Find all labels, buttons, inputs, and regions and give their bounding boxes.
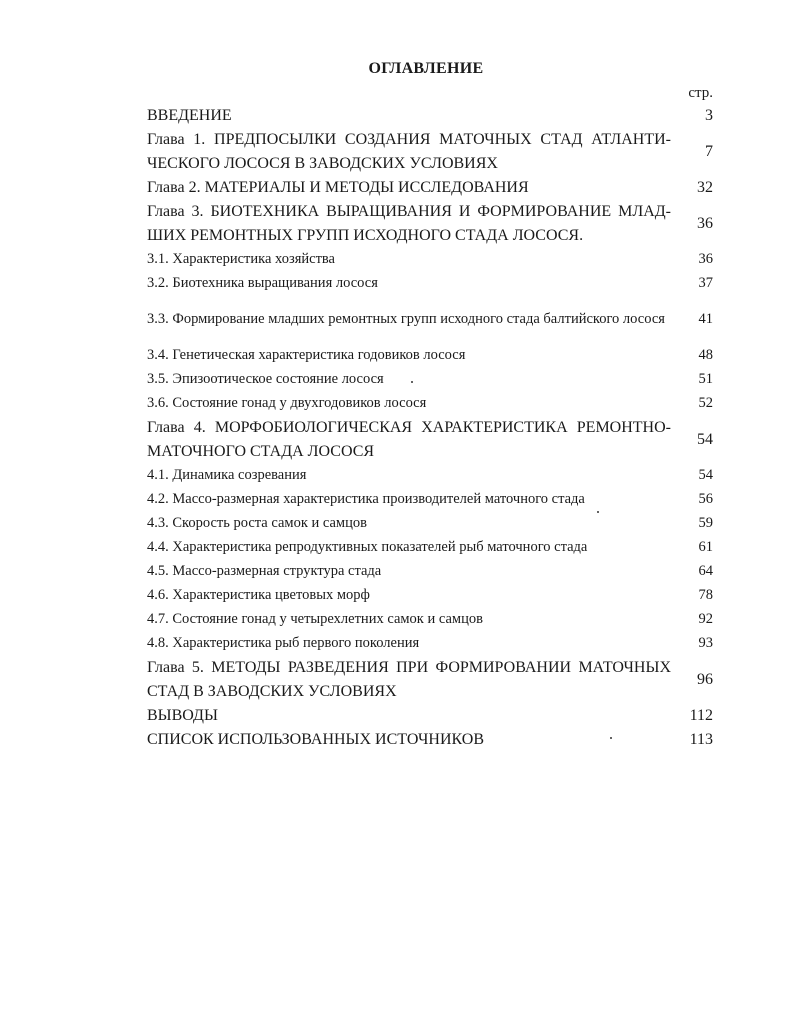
toc-entry <box>147 704 713 728</box>
toc-entry <box>147 584 713 608</box>
toc-entry <box>147 416 713 464</box>
toc-entry-page: 41 <box>698 311 713 328</box>
toc-entry-page: 7 <box>705 143 713 160</box>
toc-entry-text: 3.5. Эпизоотическое состояние лосося <box>147 371 384 388</box>
toc-entry <box>147 728 713 752</box>
toc-entry <box>147 248 713 272</box>
toc-entry-page: 64 <box>698 563 713 580</box>
toc-entry-text: 4.2. Массо-размерная характеристика производителей маточного стада <box>147 491 585 508</box>
toc-entry <box>147 608 713 632</box>
toc-entry-text: СПИСОК ИСПОЛЬЗОВАННЫХ ИСТОЧНИКОВ <box>147 731 485 748</box>
toc-entry-page: 78 <box>698 587 713 604</box>
toc-entry <box>147 656 713 704</box>
toc-entry <box>147 560 713 584</box>
toc-entry-text: Глава 1. ПРЕДПОСЫЛКИ СОЗДАНИЯ МАТОЧНЫХ СТАД АТЛАНТИ-ЧЕСКОГО ЛОСОСЯ В ЗАВОДСКИХ УСЛОВИЯХ <box>147 131 671 172</box>
toc-entry-page: 48 <box>698 347 713 364</box>
toc-entry-page: 37 <box>698 275 713 292</box>
toc-entry-text: 4.6. Характеристика цветовых морф <box>147 587 370 604</box>
toc-entry <box>147 272 713 296</box>
toc-entry <box>147 176 713 200</box>
toc-entry-page: 61 <box>698 539 713 556</box>
toc-entry-page: 36 <box>697 215 713 232</box>
toc-entry-text: Глава 5. МЕТОДЫ РАЗВЕДЕНИЯ ПРИ ФОРМИРОВАНИИ МАТОЧНЫХ СТАД В ЗАВОДСКИХ УСЛОВИЯХ <box>147 659 671 700</box>
toc-entry <box>147 512 713 536</box>
toc-entry-page: 112 <box>689 707 713 724</box>
toc-entry-text: 3.1. Характеристика хозяйства <box>147 251 335 268</box>
toc-entry-page: 56 <box>698 491 713 508</box>
toc-entry-text: 4.8. Характеристика рыб первого поколения <box>147 635 420 652</box>
toc-entry <box>147 128 713 176</box>
toc-entry <box>147 344 713 368</box>
toc-entry-text: Глава 3. БИОТЕХНИКА ВЫРАЩИВАНИЯ И ФОРМИРОВАНИЕ МЛАД-ШИХ РЕМОНТНЫХ ГРУПП ИСХОДНОГО СТАДА ЛОСОСЯ. <box>147 203 671 244</box>
toc-entry-page: 32 <box>697 179 713 196</box>
toc-entry <box>147 464 713 488</box>
toc-entry-page: 96 <box>697 671 713 688</box>
toc-entry-text: 3.2. Биотехника выращивания лосося <box>147 275 378 292</box>
toc-entry-text: 3.3. Формирование младших ремонтных групп исходного стада балтийского лосося <box>147 311 665 328</box>
toc-entry-text: Глава 2. МАТЕРИАЛЫ И МЕТОДЫ ИССЛЕДОВАНИЯ <box>147 179 529 196</box>
toc-entry <box>147 368 713 392</box>
toc-entry-page: 54 <box>697 431 713 448</box>
toc-entry <box>147 296 713 344</box>
toc-entry <box>147 536 713 560</box>
toc-entry-text: 3.4. Генетическая характеристика годовиков лосося <box>147 347 466 364</box>
scan-speck <box>597 511 599 513</box>
toc-entry-text: ВЫВОДЫ <box>147 707 218 724</box>
toc-entry-text: 3.6. Состояние гонад у двухгодовиков лосося <box>147 395 427 412</box>
toc-entry-text: 4.5. Массо-размерная структура стада <box>147 563 382 580</box>
toc-entry-page: 54 <box>698 467 713 484</box>
toc-entry-page: 92 <box>698 611 713 628</box>
toc-entry-page: 59 <box>698 515 713 532</box>
table-of-contents <box>147 104 713 752</box>
toc-entry-text: ВВЕДЕНИЕ <box>147 107 232 124</box>
toc-entry-text: 4.3. Скорость роста самок и самцов <box>147 515 367 532</box>
toc-entry-page: 113 <box>689 731 713 748</box>
toc-entry-text: 4.7. Состояние гонад у четырехлетних самок и самцов <box>147 611 483 628</box>
toc-entry-page: 51 <box>698 371 713 388</box>
scan-speck <box>411 381 413 383</box>
toc-entry-text: Глава 4. МОРФОБИОЛОГИЧЕСКАЯ ХАРАКТЕРИСТИКА РЕМОНТНО-МАТОЧНОГО СТАДА ЛОСОСЯ <box>147 419 671 460</box>
page-column-header: стр. <box>688 85 713 101</box>
toc-entry <box>147 488 713 512</box>
toc-entry <box>147 104 713 128</box>
toc-entry <box>147 632 713 656</box>
toc-entry-page: 36 <box>698 251 713 268</box>
toc-entry-text: 4.1. Динамика созревания <box>147 467 307 484</box>
toc-entry-page: 93 <box>698 635 713 652</box>
page-title: ОГЛАВЛЕНИЕ <box>368 60 484 77</box>
toc-entry-text: 4.4. Характеристика репродуктивных показателей рыб маточного стада <box>147 539 588 556</box>
toc-entry <box>147 392 713 416</box>
toc-entry <box>147 200 713 248</box>
toc-entry-page: 52 <box>698 395 713 412</box>
scan-speck <box>610 737 612 739</box>
toc-entry-page: 3 <box>705 107 713 124</box>
